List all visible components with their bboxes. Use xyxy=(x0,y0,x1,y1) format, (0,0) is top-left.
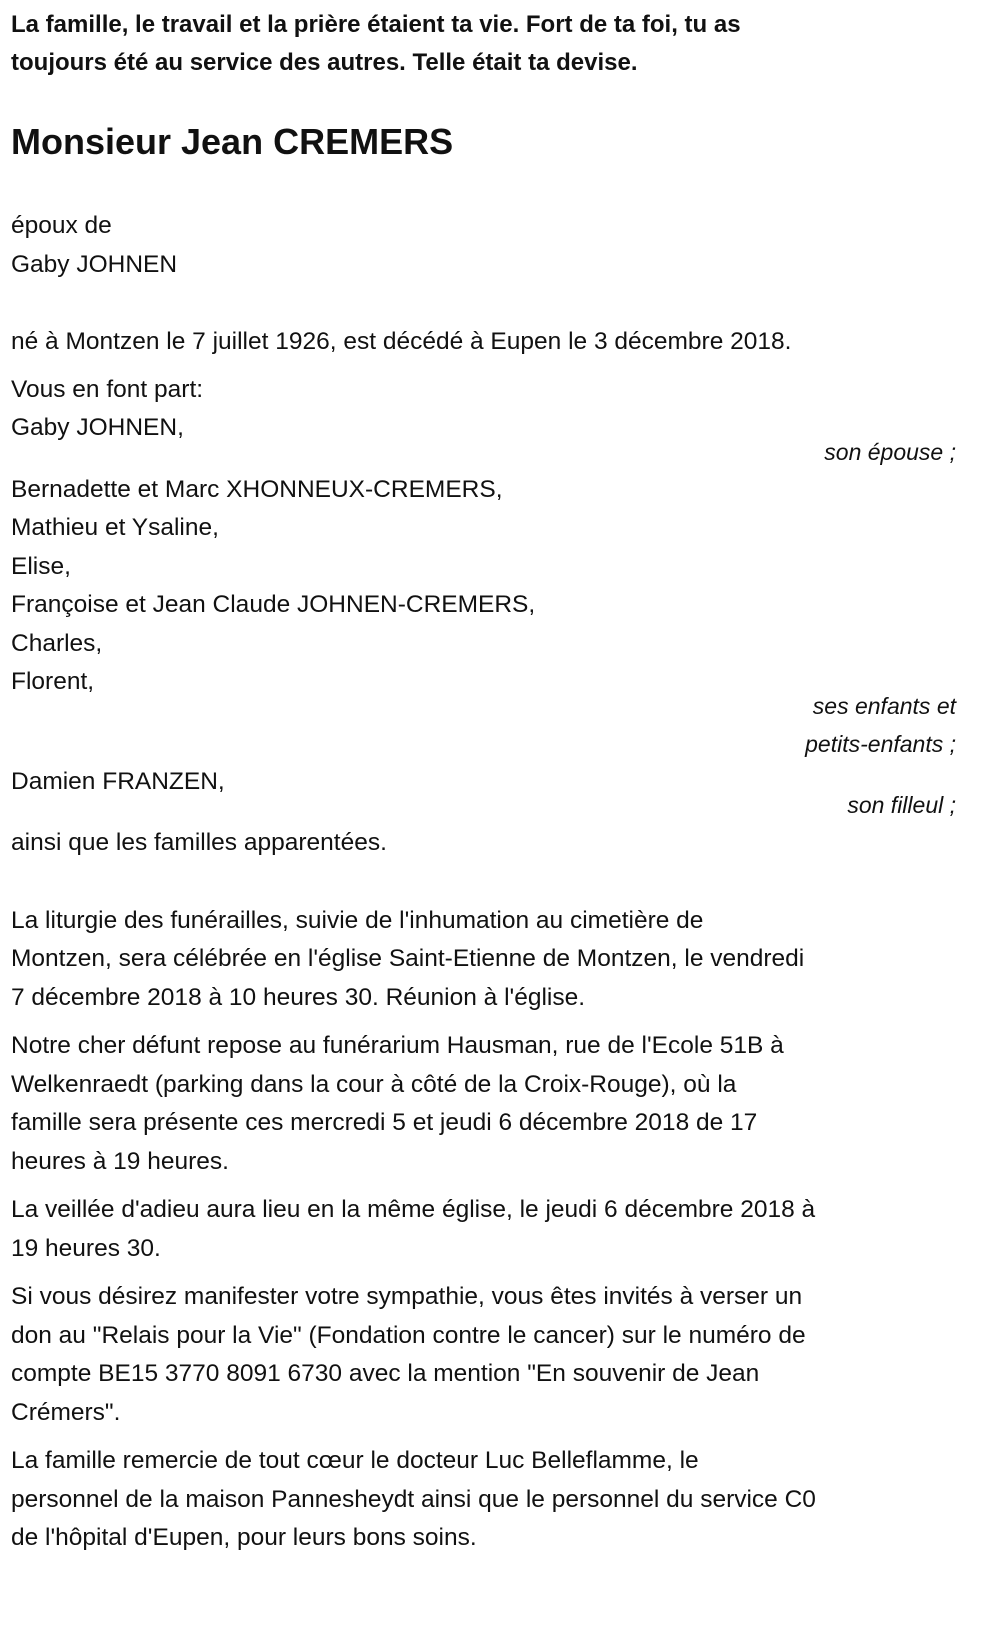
paragraph-line: de l'hôpital d'Eupen, pour leurs bons soins. xyxy=(11,1524,477,1551)
paragraph-line: Si vous désirez manifester votre sympathie, vous êtes invités à verser un xyxy=(11,1283,803,1310)
paragraph-line: famille sera présente ces mercredi 5 et jeudi 6 décembre 2018 de 17 xyxy=(11,1109,758,1136)
motto xyxy=(11,6,956,82)
motto-line: La famille, le travail et la prière étaient ta vie. Fort de ta foi, tu as xyxy=(11,11,741,38)
families: ainsi que les familles apparentées. xyxy=(11,829,387,856)
child-line: Florent, xyxy=(11,668,95,695)
godson: Damien FRANZEN, xyxy=(11,767,225,795)
birth-death: né à Montzen le 7 juillet 1926, est décédé à Eupen le 3 décembre 2018. xyxy=(11,328,792,355)
children-block xyxy=(11,471,956,702)
child-line: Françoise et Jean Claude JOHNEN-CREMERS, xyxy=(11,591,536,618)
child-line: Charles, xyxy=(11,629,103,657)
child-line: Bernadette et Marc XHONNEUX-CREMERS, xyxy=(11,475,503,503)
funerarium-paragraph xyxy=(11,1027,956,1181)
motto-line: toujours été au service des autres. Telle était ta devise. xyxy=(11,49,638,76)
paragraph-line: don au "Relais pour la Vie" (Fondation contre le cancer) sur le numéro de xyxy=(11,1321,806,1349)
paragraph-line: Notre cher défunt repose au funérarium Hausman, rue de l'Ecole 51B à xyxy=(11,1032,784,1059)
child-line: Elise, xyxy=(11,552,71,580)
label-text: son filleul ; xyxy=(847,792,956,818)
paragraph-line: Welkenraedt (parking dans la cour à côté de la Croix-Rouge), où la xyxy=(11,1070,737,1098)
spouse-block xyxy=(11,207,956,284)
deceased-name: Monsieur Jean CREMERS xyxy=(11,121,454,162)
announce-line: Vous en font part: xyxy=(11,375,204,403)
spouse-line: Gaby JOHNEN xyxy=(11,250,178,278)
paragraph-line: Crémers". xyxy=(11,1398,121,1426)
donation-paragraph xyxy=(11,1278,956,1432)
spouse-line: époux de xyxy=(11,212,112,239)
paragraph-line: compte BE15 3770 8091 6730 avec la mention "En souvenir de Jean xyxy=(11,1360,760,1387)
paragraph-line: 7 décembre 2018 à 10 heures 30. Réunion à l'église. xyxy=(11,983,586,1011)
label-text: ses enfants et xyxy=(812,692,956,719)
paragraph-line: 19 heures 30. xyxy=(11,1234,161,1262)
label-text: petits-enfants ; xyxy=(805,730,956,757)
paragraph-line: heures à 19 heures. xyxy=(11,1147,229,1175)
announce-line: Gaby JOHNEN, xyxy=(11,414,184,441)
label-text: son épouse ; xyxy=(824,438,956,465)
paragraph-line: Montzen, sera célébrée en l'église Saint-Etienne de Montzen, le vendredi xyxy=(11,945,805,972)
thanks-paragraph xyxy=(11,1442,956,1558)
child-line: Mathieu et Ysaline, xyxy=(11,514,219,541)
paragraph-line: La veillée d'adieu aura lieu en la même église, le jeudi 6 décembre 2018 à xyxy=(11,1196,816,1223)
vigil-paragraph xyxy=(11,1191,956,1268)
liturgy-paragraph xyxy=(11,902,956,1018)
paragraph-line: La liturgie des funérailles, suivie de l'inhumation au cimetière de xyxy=(11,906,704,934)
paragraph-line: personnel de la maison Pannesheydt ainsi que le personnel du service C0 xyxy=(11,1485,816,1513)
label-children xyxy=(11,687,956,763)
paragraph-line: La famille remercie de tout cœur le docteur Luc Belleflamme, le xyxy=(11,1447,699,1474)
